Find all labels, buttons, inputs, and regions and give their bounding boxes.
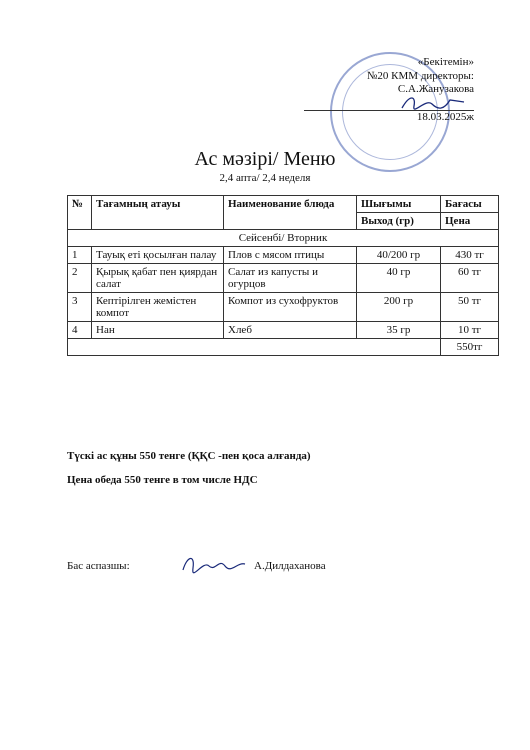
header-name-ru: Наименование блюда	[224, 196, 357, 230]
row-price: 10 тг	[441, 322, 499, 339]
row-output: 200 гр	[357, 293, 441, 322]
row-output: 35 гр	[357, 322, 441, 339]
row-price: 50 тг	[441, 293, 499, 322]
row-name-kz: Нан	[92, 322, 224, 339]
chef-name: А.Дилдаханова	[254, 560, 326, 572]
table-row	[68, 322, 499, 339]
table-row	[68, 247, 499, 264]
row-num: 3	[68, 293, 92, 322]
director-signature	[398, 92, 468, 114]
header-num: №	[68, 196, 92, 230]
row-name-kz: Кептірілген жемістен компот	[92, 293, 224, 322]
price-note-kz: Түскі ас құны 550 тенге (ҚҚС -пен қоса алғанда)	[67, 450, 311, 462]
row-price: 430 тг	[441, 247, 499, 264]
header-name-kz: Тағамның атауы	[92, 196, 224, 230]
approval-date: 18.03.2025ж	[416, 111, 474, 123]
row-name-ru: Салат из капусты и огурцов	[224, 264, 357, 293]
row-name-kz: Қырық қабат пен қиярдан салат	[92, 264, 224, 293]
approval-director-name: С.А.Жанузакова	[397, 83, 474, 95]
row-num: 4	[68, 322, 92, 339]
total-price: 550тг	[441, 339, 499, 356]
row-num: 1	[68, 247, 92, 264]
header-price-ru: Цена	[441, 213, 499, 230]
row-output: 40 гр	[357, 264, 441, 293]
menu-table	[67, 195, 499, 356]
header-output-ru: Выход (гр)	[357, 213, 441, 230]
approval-position: №20 КММ директоры:	[366, 69, 474, 82]
row-name-ru: Компот из сухофруктов	[224, 293, 357, 322]
row-name-ru: Хлеб	[224, 322, 357, 339]
row-name-ru: Плов с мясом птицы	[224, 247, 357, 264]
row-num: 2	[68, 264, 92, 293]
price-note-ru: Цена обеда 550 тенге в том числе НДС	[67, 474, 258, 486]
chef-signature	[179, 552, 249, 576]
header-price-kz: Бағасы	[441, 196, 499, 213]
chef-role: Бас аспазшы:	[67, 560, 130, 572]
row-price: 60 тг	[441, 264, 499, 293]
table-row	[68, 264, 499, 293]
row-name-kz: Тауық еті қосылған палау	[92, 247, 224, 264]
table-header-row	[68, 196, 499, 213]
chef-signature-block	[67, 560, 367, 580]
total-spacer	[68, 339, 441, 356]
header-output-kz: Шығымы	[357, 196, 441, 213]
page-title: Ас мәзірі/ Меню	[194, 148, 336, 170]
approval-block	[274, 56, 474, 125]
total-row	[68, 339, 499, 356]
day-label: Сейсенбі/ Вторник	[68, 230, 499, 247]
approval-heading: «Бекітемін»	[417, 56, 474, 68]
page-subtitle: 2,4 апта/ 2,4 неделя	[219, 172, 311, 184]
day-row	[68, 230, 499, 247]
row-output: 40/200 гр	[357, 247, 441, 264]
table-row	[68, 293, 499, 322]
